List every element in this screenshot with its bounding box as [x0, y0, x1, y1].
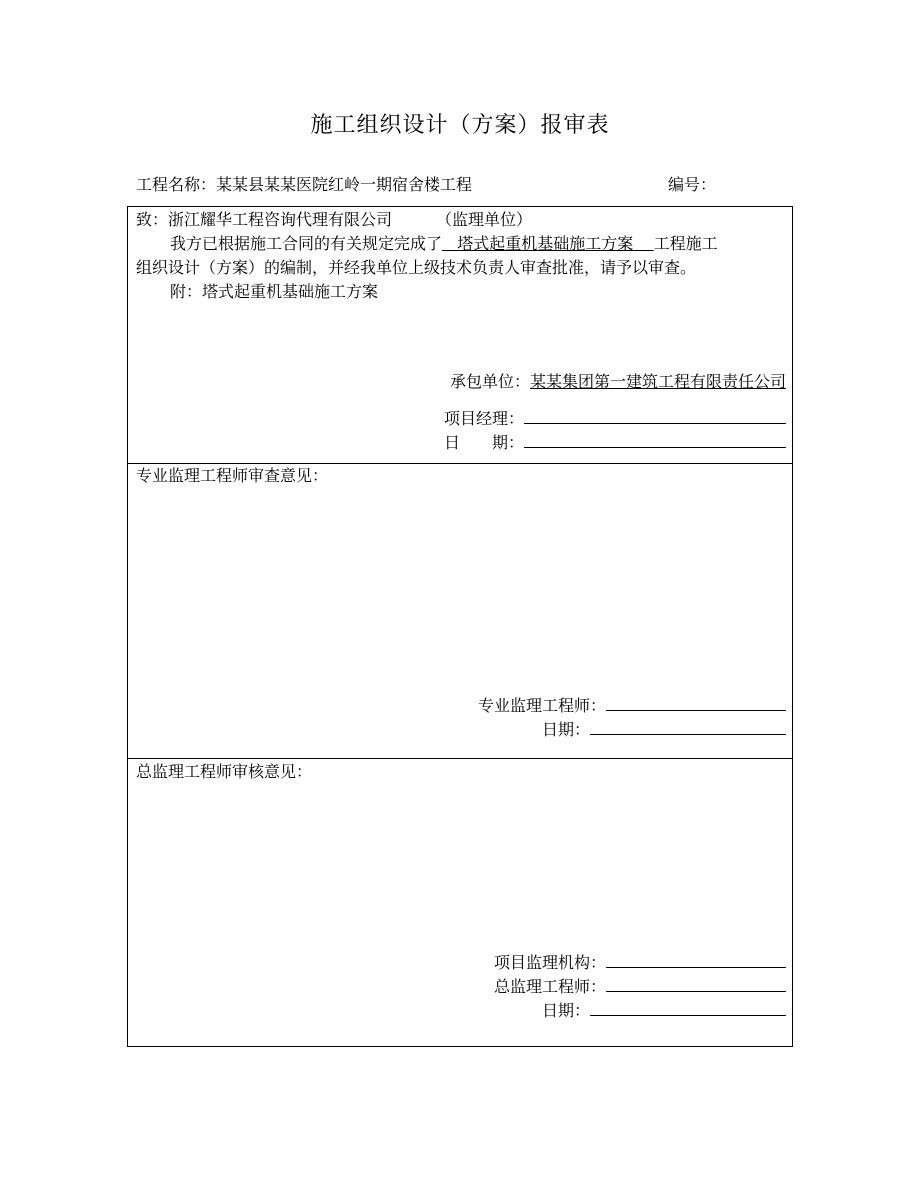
engineer-label: 专业监理工程师：	[477, 696, 606, 715]
chief-engineer-signature-field[interactable]	[606, 975, 786, 992]
addressee-label: 致：	[136, 210, 169, 229]
statement-line-2: 组织设计（方案）的编制，并经我单位上级技术负责人审查批准，请予以审查。	[136, 258, 697, 277]
chief-engineer-label: 总监理工程师：	[493, 977, 606, 996]
supervision-org-field[interactable]	[606, 951, 786, 968]
submit-date-line	[444, 431, 786, 453]
contractor-value: 某某集团第一建筑工程有限责任公司	[529, 372, 786, 391]
chief-date-field[interactable]	[590, 999, 786, 1016]
manager-label: 项目经理：	[443, 409, 524, 428]
engineer-line	[478, 694, 786, 716]
supervision-org-line	[494, 951, 786, 973]
addressee-line	[136, 210, 532, 230]
engineer-review-heading: 专业监理工程师审查意见：	[136, 466, 329, 485]
statement-suffix: 工程施工	[653, 234, 718, 253]
manager-line	[444, 407, 786, 429]
chief-engineer-line	[494, 975, 786, 997]
submit-date-field[interactable]	[524, 431, 786, 448]
submission-section	[128, 207, 792, 464]
engineer-date-field[interactable]	[590, 718, 786, 735]
engineer-date-line	[542, 718, 786, 740]
project-name-line	[136, 172, 472, 195]
attachment-value: 塔式起重机基础施工方案	[202, 282, 379, 301]
page-title: 施工组织设计（方案）报审表	[310, 113, 610, 138]
plan-name: 塔式起重机基础施工方案	[457, 234, 634, 253]
contractor-line	[450, 372, 786, 392]
supervision-org-label: 项目监理机构：	[493, 953, 606, 972]
attachment-label: 附：	[170, 282, 203, 301]
chief-date-label: 日期：	[541, 1001, 590, 1020]
statement-line-1	[170, 234, 718, 254]
project-name-label: 工程名称：	[136, 175, 217, 194]
manager-signature-field[interactable]	[524, 407, 786, 424]
contractor-label: 承包单位：	[449, 372, 530, 391]
review-form	[127, 206, 793, 1047]
engineer-date-label: 日期：	[541, 720, 590, 739]
engineer-signature-field[interactable]	[606, 694, 786, 711]
addressee-role: （监理单位）	[436, 210, 533, 229]
chief-review-heading: 总监理工程师审核意见：	[136, 762, 313, 781]
engineer-review-section	[128, 464, 792, 759]
attachment-line	[170, 282, 378, 302]
submit-date-label: 日 期：	[443, 433, 524, 452]
project-name-value: 某某县某某医院红岭一期宿舍楼工程	[216, 175, 473, 194]
statement-prefix: 我方已根据施工合同的有关规定完成了	[170, 234, 443, 253]
chief-review-section	[128, 759, 792, 1046]
addressee-value: 浙江耀华工程咨询代理有限公司	[168, 210, 393, 229]
serial-number-label: 编号：	[668, 175, 717, 194]
chief-date-line	[542, 999, 786, 1021]
